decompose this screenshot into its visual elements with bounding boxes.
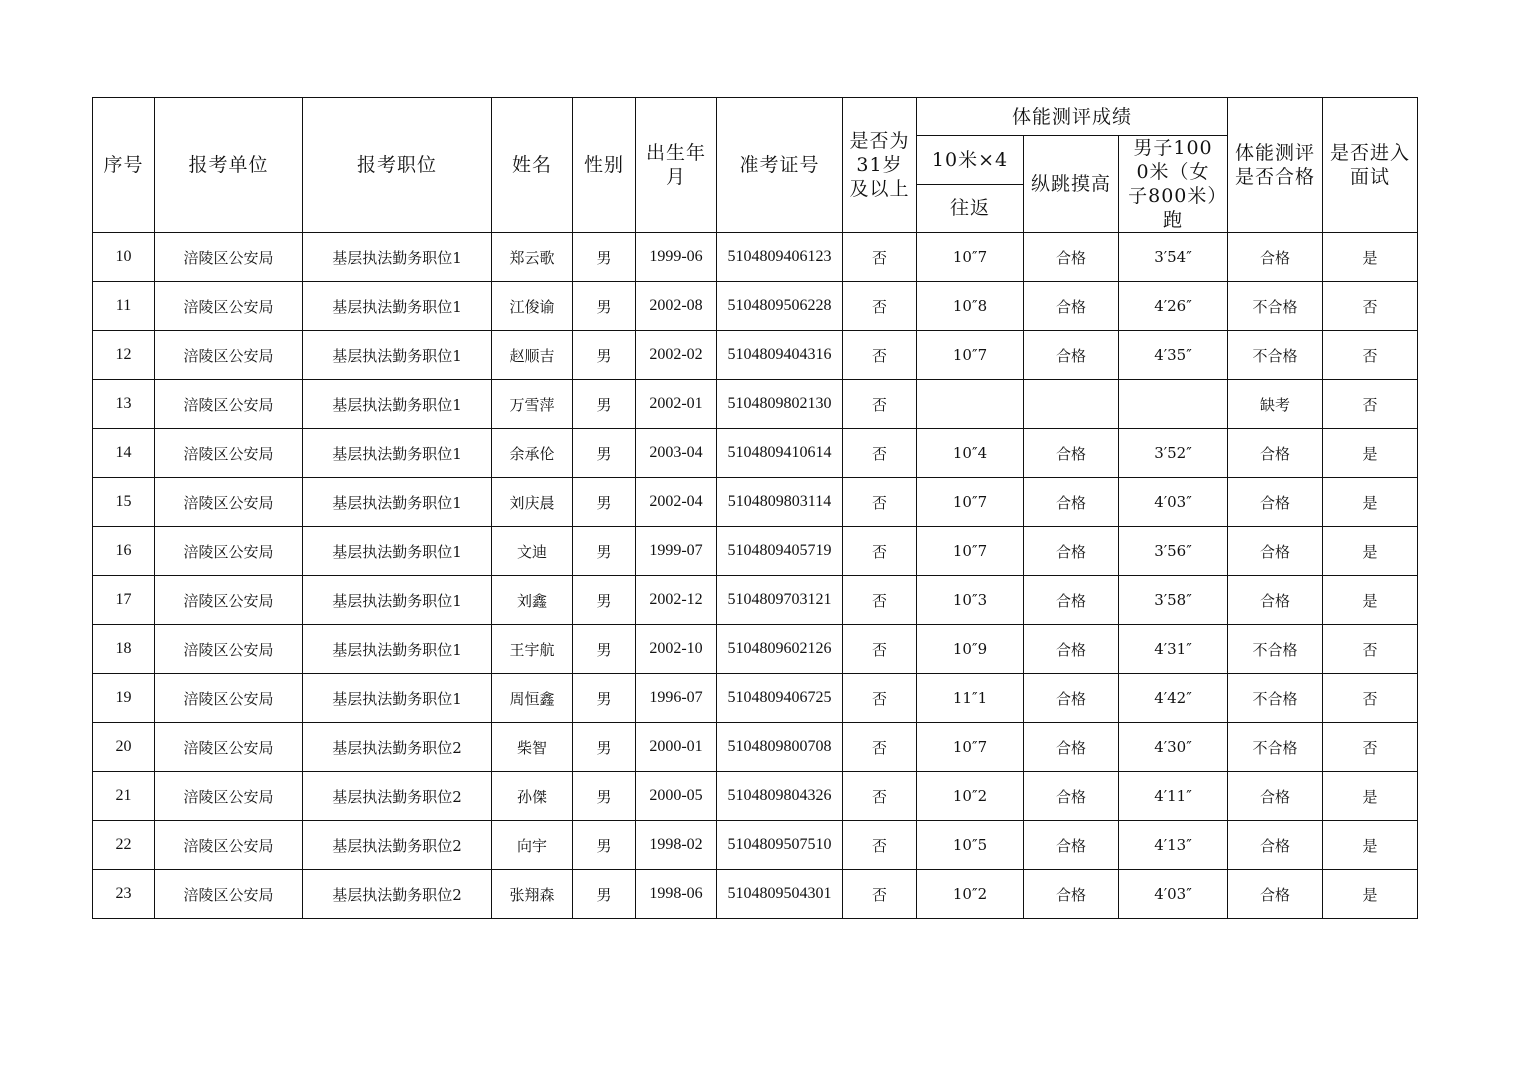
position-cell: 基层执法勤务职位1 bbox=[303, 282, 492, 331]
pass-cell: 合格 bbox=[1228, 429, 1323, 478]
interview-cell: 是 bbox=[1323, 576, 1418, 625]
header-shuttle-top: 10米×4 bbox=[917, 136, 1024, 185]
gender-cell: 男 bbox=[573, 429, 636, 478]
seq-cell: 10 bbox=[93, 233, 155, 282]
header-birth: 出生年月 bbox=[636, 98, 717, 233]
header-fitness-group: 体能测评成绩 bbox=[917, 98, 1228, 136]
birth-cell: 2002-10 bbox=[636, 625, 717, 674]
header-position: 报考职位 bbox=[303, 98, 492, 233]
unit-cell: 涪陵区公安局 bbox=[155, 429, 303, 478]
jump-cell: 合格 bbox=[1024, 429, 1119, 478]
seq-cell: 22 bbox=[93, 821, 155, 870]
position-cell: 基层执法勤务职位1 bbox=[303, 625, 492, 674]
unit-cell: 涪陵区公安局 bbox=[155, 723, 303, 772]
seq-cell: 21 bbox=[93, 772, 155, 821]
interview-cell: 否 bbox=[1323, 331, 1418, 380]
exam-id-cell: 5104809804326 bbox=[717, 772, 843, 821]
seq-cell: 19 bbox=[93, 674, 155, 723]
table-row bbox=[93, 674, 1418, 723]
interview-cell: 否 bbox=[1323, 282, 1418, 331]
over31-cell: 否 bbox=[843, 429, 917, 478]
unit-cell: 涪陵区公安局 bbox=[155, 233, 303, 282]
gender-cell: 男 bbox=[573, 625, 636, 674]
pass-cell: 合格 bbox=[1228, 821, 1323, 870]
position-cell: 基层执法勤务职位1 bbox=[303, 331, 492, 380]
shuttle-cell: 10″7 bbox=[917, 527, 1024, 576]
exam-id-cell: 5104809405719 bbox=[717, 527, 843, 576]
seq-cell: 16 bbox=[93, 527, 155, 576]
table-row bbox=[93, 821, 1418, 870]
gender-cell: 男 bbox=[573, 870, 636, 919]
exam-id-cell: 5104809602126 bbox=[717, 625, 843, 674]
table-row bbox=[93, 478, 1418, 527]
interview-cell: 否 bbox=[1323, 674, 1418, 723]
run-cell: 4′13″ bbox=[1119, 821, 1228, 870]
interview-cell: 是 bbox=[1323, 821, 1418, 870]
over31-cell: 否 bbox=[843, 527, 917, 576]
run-cell: 4′03″ bbox=[1119, 870, 1228, 919]
exam-id-cell: 5104809507510 bbox=[717, 821, 843, 870]
header-exam-id: 准考证号 bbox=[717, 98, 843, 233]
jump-cell: 合格 bbox=[1024, 723, 1119, 772]
position-cell: 基层执法勤务职位2 bbox=[303, 821, 492, 870]
shuttle-cell: 10″5 bbox=[917, 821, 1024, 870]
name-cell: 万雪萍 bbox=[492, 380, 573, 429]
position-cell: 基层执法勤务职位2 bbox=[303, 772, 492, 821]
jump-cell: 合格 bbox=[1024, 870, 1119, 919]
interview-cell: 是 bbox=[1323, 527, 1418, 576]
shuttle-cell: 11″1 bbox=[917, 674, 1024, 723]
unit-cell: 涪陵区公安局 bbox=[155, 576, 303, 625]
run-cell: 3′58″ bbox=[1119, 576, 1228, 625]
run-cell: 4′42″ bbox=[1119, 674, 1228, 723]
table-row bbox=[93, 625, 1418, 674]
over31-cell: 否 bbox=[843, 870, 917, 919]
run-cell: 4′11″ bbox=[1119, 772, 1228, 821]
exam-id-cell: 5104809803114 bbox=[717, 478, 843, 527]
unit-cell: 涪陵区公安局 bbox=[155, 282, 303, 331]
exam-id-cell: 5104809703121 bbox=[717, 576, 843, 625]
seq-cell: 14 bbox=[93, 429, 155, 478]
interview-cell: 是 bbox=[1323, 429, 1418, 478]
run-cell: 4′31″ bbox=[1119, 625, 1228, 674]
seq-cell: 13 bbox=[93, 380, 155, 429]
shuttle-cell: 10″2 bbox=[917, 870, 1024, 919]
birth-cell: 1996-07 bbox=[636, 674, 717, 723]
seq-cell: 20 bbox=[93, 723, 155, 772]
gender-cell: 男 bbox=[573, 576, 636, 625]
over31-cell: 否 bbox=[843, 380, 917, 429]
exam-id-cell: 5104809410614 bbox=[717, 429, 843, 478]
birth-cell: 1999-07 bbox=[636, 527, 717, 576]
gender-cell: 男 bbox=[573, 527, 636, 576]
over31-cell: 否 bbox=[843, 576, 917, 625]
over31-cell: 否 bbox=[843, 723, 917, 772]
pass-cell: 合格 bbox=[1228, 233, 1323, 282]
shuttle-cell: 10″7 bbox=[917, 478, 1024, 527]
seq-cell: 15 bbox=[93, 478, 155, 527]
interview-cell: 是 bbox=[1323, 233, 1418, 282]
birth-cell: 2003-04 bbox=[636, 429, 717, 478]
position-cell: 基层执法勤务职位1 bbox=[303, 233, 492, 282]
jump-cell: 合格 bbox=[1024, 331, 1119, 380]
over31-cell: 否 bbox=[843, 331, 917, 380]
header-over31: 是否为31岁及以上 bbox=[843, 98, 917, 233]
over31-cell: 否 bbox=[843, 821, 917, 870]
birth-cell: 2000-01 bbox=[636, 723, 717, 772]
gender-cell: 男 bbox=[573, 478, 636, 527]
shuttle-cell: 10″3 bbox=[917, 576, 1024, 625]
run-cell: 4′26″ bbox=[1119, 282, 1228, 331]
table-body bbox=[93, 233, 1418, 919]
pass-cell: 不合格 bbox=[1228, 625, 1323, 674]
table-row bbox=[93, 331, 1418, 380]
name-cell: 刘庆晨 bbox=[492, 478, 573, 527]
birth-cell: 2002-04 bbox=[636, 478, 717, 527]
header-shuttle-bottom: 往返 bbox=[917, 184, 1024, 233]
birth-cell: 2002-02 bbox=[636, 331, 717, 380]
header-name: 姓名 bbox=[492, 98, 573, 233]
header-gender: 性别 bbox=[573, 98, 636, 233]
exam-id-cell: 5104809800708 bbox=[717, 723, 843, 772]
over31-cell: 否 bbox=[843, 282, 917, 331]
header-unit: 报考单位 bbox=[155, 98, 303, 233]
shuttle-cell: 10″2 bbox=[917, 772, 1024, 821]
pass-cell: 合格 bbox=[1228, 478, 1323, 527]
header-run: 男子1000米（女子800米）跑 bbox=[1119, 136, 1228, 233]
header-seq: 序号 bbox=[93, 98, 155, 233]
run-cell: 3′56″ bbox=[1119, 527, 1228, 576]
jump-cell: 合格 bbox=[1024, 282, 1119, 331]
unit-cell: 涪陵区公安局 bbox=[155, 772, 303, 821]
name-cell: 文迪 bbox=[492, 527, 573, 576]
jump-cell: 合格 bbox=[1024, 527, 1119, 576]
gender-cell: 男 bbox=[573, 674, 636, 723]
interview-cell: 是 bbox=[1323, 870, 1418, 919]
table-row bbox=[93, 870, 1418, 919]
gender-cell: 男 bbox=[573, 772, 636, 821]
interview-cell: 否 bbox=[1323, 380, 1418, 429]
unit-cell: 涪陵区公安局 bbox=[155, 625, 303, 674]
name-cell: 刘鑫 bbox=[492, 576, 573, 625]
exam-id-cell: 5104809506228 bbox=[717, 282, 843, 331]
table-row bbox=[93, 772, 1418, 821]
run-cell: 4′30″ bbox=[1119, 723, 1228, 772]
over31-cell: 否 bbox=[843, 674, 917, 723]
birth-cell: 1999-06 bbox=[636, 233, 717, 282]
name-cell: 余承伦 bbox=[492, 429, 573, 478]
jump-cell bbox=[1024, 380, 1119, 429]
gender-cell: 男 bbox=[573, 331, 636, 380]
gender-cell: 男 bbox=[573, 723, 636, 772]
shuttle-cell: 10″4 bbox=[917, 429, 1024, 478]
position-cell: 基层执法勤务职位1 bbox=[303, 380, 492, 429]
pass-cell: 不合格 bbox=[1228, 674, 1323, 723]
run-cell bbox=[1119, 380, 1228, 429]
pass-cell: 合格 bbox=[1228, 772, 1323, 821]
gender-cell: 男 bbox=[573, 821, 636, 870]
table-row bbox=[93, 282, 1418, 331]
jump-cell: 合格 bbox=[1024, 821, 1119, 870]
name-cell: 柴智 bbox=[492, 723, 573, 772]
pass-cell: 不合格 bbox=[1228, 282, 1323, 331]
birth-cell: 2002-12 bbox=[636, 576, 717, 625]
exam-id-cell: 5104809404316 bbox=[717, 331, 843, 380]
shuttle-cell: 10″7 bbox=[917, 331, 1024, 380]
run-cell: 3′52″ bbox=[1119, 429, 1228, 478]
interview-cell: 否 bbox=[1323, 723, 1418, 772]
name-cell: 赵顺吉 bbox=[492, 331, 573, 380]
seq-cell: 18 bbox=[93, 625, 155, 674]
shuttle-cell: 10″7 bbox=[917, 233, 1024, 282]
table-row bbox=[93, 233, 1418, 282]
shuttle-cell: 10″9 bbox=[917, 625, 1024, 674]
jump-cell: 合格 bbox=[1024, 674, 1119, 723]
run-cell: 3′54″ bbox=[1119, 233, 1228, 282]
shuttle-cell: 10″8 bbox=[917, 282, 1024, 331]
jump-cell: 合格 bbox=[1024, 233, 1119, 282]
unit-cell: 涪陵区公安局 bbox=[155, 478, 303, 527]
position-cell: 基层执法勤务职位1 bbox=[303, 527, 492, 576]
header-interview: 是否进入面试 bbox=[1323, 98, 1418, 233]
pass-cell: 不合格 bbox=[1228, 723, 1323, 772]
jump-cell: 合格 bbox=[1024, 576, 1119, 625]
run-cell: 4′35″ bbox=[1119, 331, 1228, 380]
name-cell: 王宇航 bbox=[492, 625, 573, 674]
shuttle-cell: 10″7 bbox=[917, 723, 1024, 772]
table-row bbox=[93, 576, 1418, 625]
over31-cell: 否 bbox=[843, 772, 917, 821]
table-row bbox=[93, 380, 1418, 429]
birth-cell: 2002-08 bbox=[636, 282, 717, 331]
position-cell: 基层执法勤务职位1 bbox=[303, 674, 492, 723]
name-cell: 向宇 bbox=[492, 821, 573, 870]
exam-id-cell: 5104809802130 bbox=[717, 380, 843, 429]
gender-cell: 男 bbox=[573, 233, 636, 282]
pass-cell: 合格 bbox=[1228, 576, 1323, 625]
pass-cell: 合格 bbox=[1228, 527, 1323, 576]
unit-cell: 涪陵区公安局 bbox=[155, 380, 303, 429]
name-cell: 张翔森 bbox=[492, 870, 573, 919]
position-cell: 基层执法勤务职位1 bbox=[303, 429, 492, 478]
name-cell: 周恒鑫 bbox=[492, 674, 573, 723]
table-header bbox=[93, 98, 1418, 233]
jump-cell: 合格 bbox=[1024, 478, 1119, 527]
name-cell: 江俊谕 bbox=[492, 282, 573, 331]
fitness-results-table bbox=[92, 97, 1418, 919]
position-cell: 基层执法勤务职位1 bbox=[303, 576, 492, 625]
exam-id-cell: 5104809504301 bbox=[717, 870, 843, 919]
name-cell: 孙傑 bbox=[492, 772, 573, 821]
jump-cell: 合格 bbox=[1024, 625, 1119, 674]
interview-cell: 是 bbox=[1323, 772, 1418, 821]
jump-cell: 合格 bbox=[1024, 772, 1119, 821]
table-row bbox=[93, 723, 1418, 772]
position-cell: 基层执法勤务职位2 bbox=[303, 723, 492, 772]
exam-id-cell: 5104809406123 bbox=[717, 233, 843, 282]
seq-cell: 23 bbox=[93, 870, 155, 919]
unit-cell: 涪陵区公安局 bbox=[155, 674, 303, 723]
birth-cell: 1998-02 bbox=[636, 821, 717, 870]
birth-cell: 2000-05 bbox=[636, 772, 717, 821]
gender-cell: 男 bbox=[573, 380, 636, 429]
seq-cell: 11 bbox=[93, 282, 155, 331]
name-cell: 郑云歌 bbox=[492, 233, 573, 282]
unit-cell: 涪陵区公安局 bbox=[155, 821, 303, 870]
position-cell: 基层执法勤务职位1 bbox=[303, 478, 492, 527]
interview-cell: 是 bbox=[1323, 478, 1418, 527]
header-pass: 体能测评是否合格 bbox=[1228, 98, 1323, 233]
birth-cell: 2002-01 bbox=[636, 380, 717, 429]
over31-cell: 否 bbox=[843, 233, 917, 282]
pass-cell: 合格 bbox=[1228, 870, 1323, 919]
seq-cell: 17 bbox=[93, 576, 155, 625]
over31-cell: 否 bbox=[843, 478, 917, 527]
over31-cell: 否 bbox=[843, 625, 917, 674]
header-jump: 纵跳摸高 bbox=[1024, 136, 1119, 233]
pass-cell: 不合格 bbox=[1228, 331, 1323, 380]
exam-id-cell: 5104809406725 bbox=[717, 674, 843, 723]
unit-cell: 涪陵区公安局 bbox=[155, 527, 303, 576]
seq-cell: 12 bbox=[93, 331, 155, 380]
shuttle-cell bbox=[917, 380, 1024, 429]
unit-cell: 涪陵区公安局 bbox=[155, 331, 303, 380]
interview-cell: 否 bbox=[1323, 625, 1418, 674]
table-row bbox=[93, 527, 1418, 576]
position-cell: 基层执法勤务职位2 bbox=[303, 870, 492, 919]
pass-cell: 缺考 bbox=[1228, 380, 1323, 429]
run-cell: 4′03″ bbox=[1119, 478, 1228, 527]
gender-cell: 男 bbox=[573, 282, 636, 331]
birth-cell: 1998-06 bbox=[636, 870, 717, 919]
unit-cell: 涪陵区公安局 bbox=[155, 870, 303, 919]
table-row bbox=[93, 429, 1418, 478]
